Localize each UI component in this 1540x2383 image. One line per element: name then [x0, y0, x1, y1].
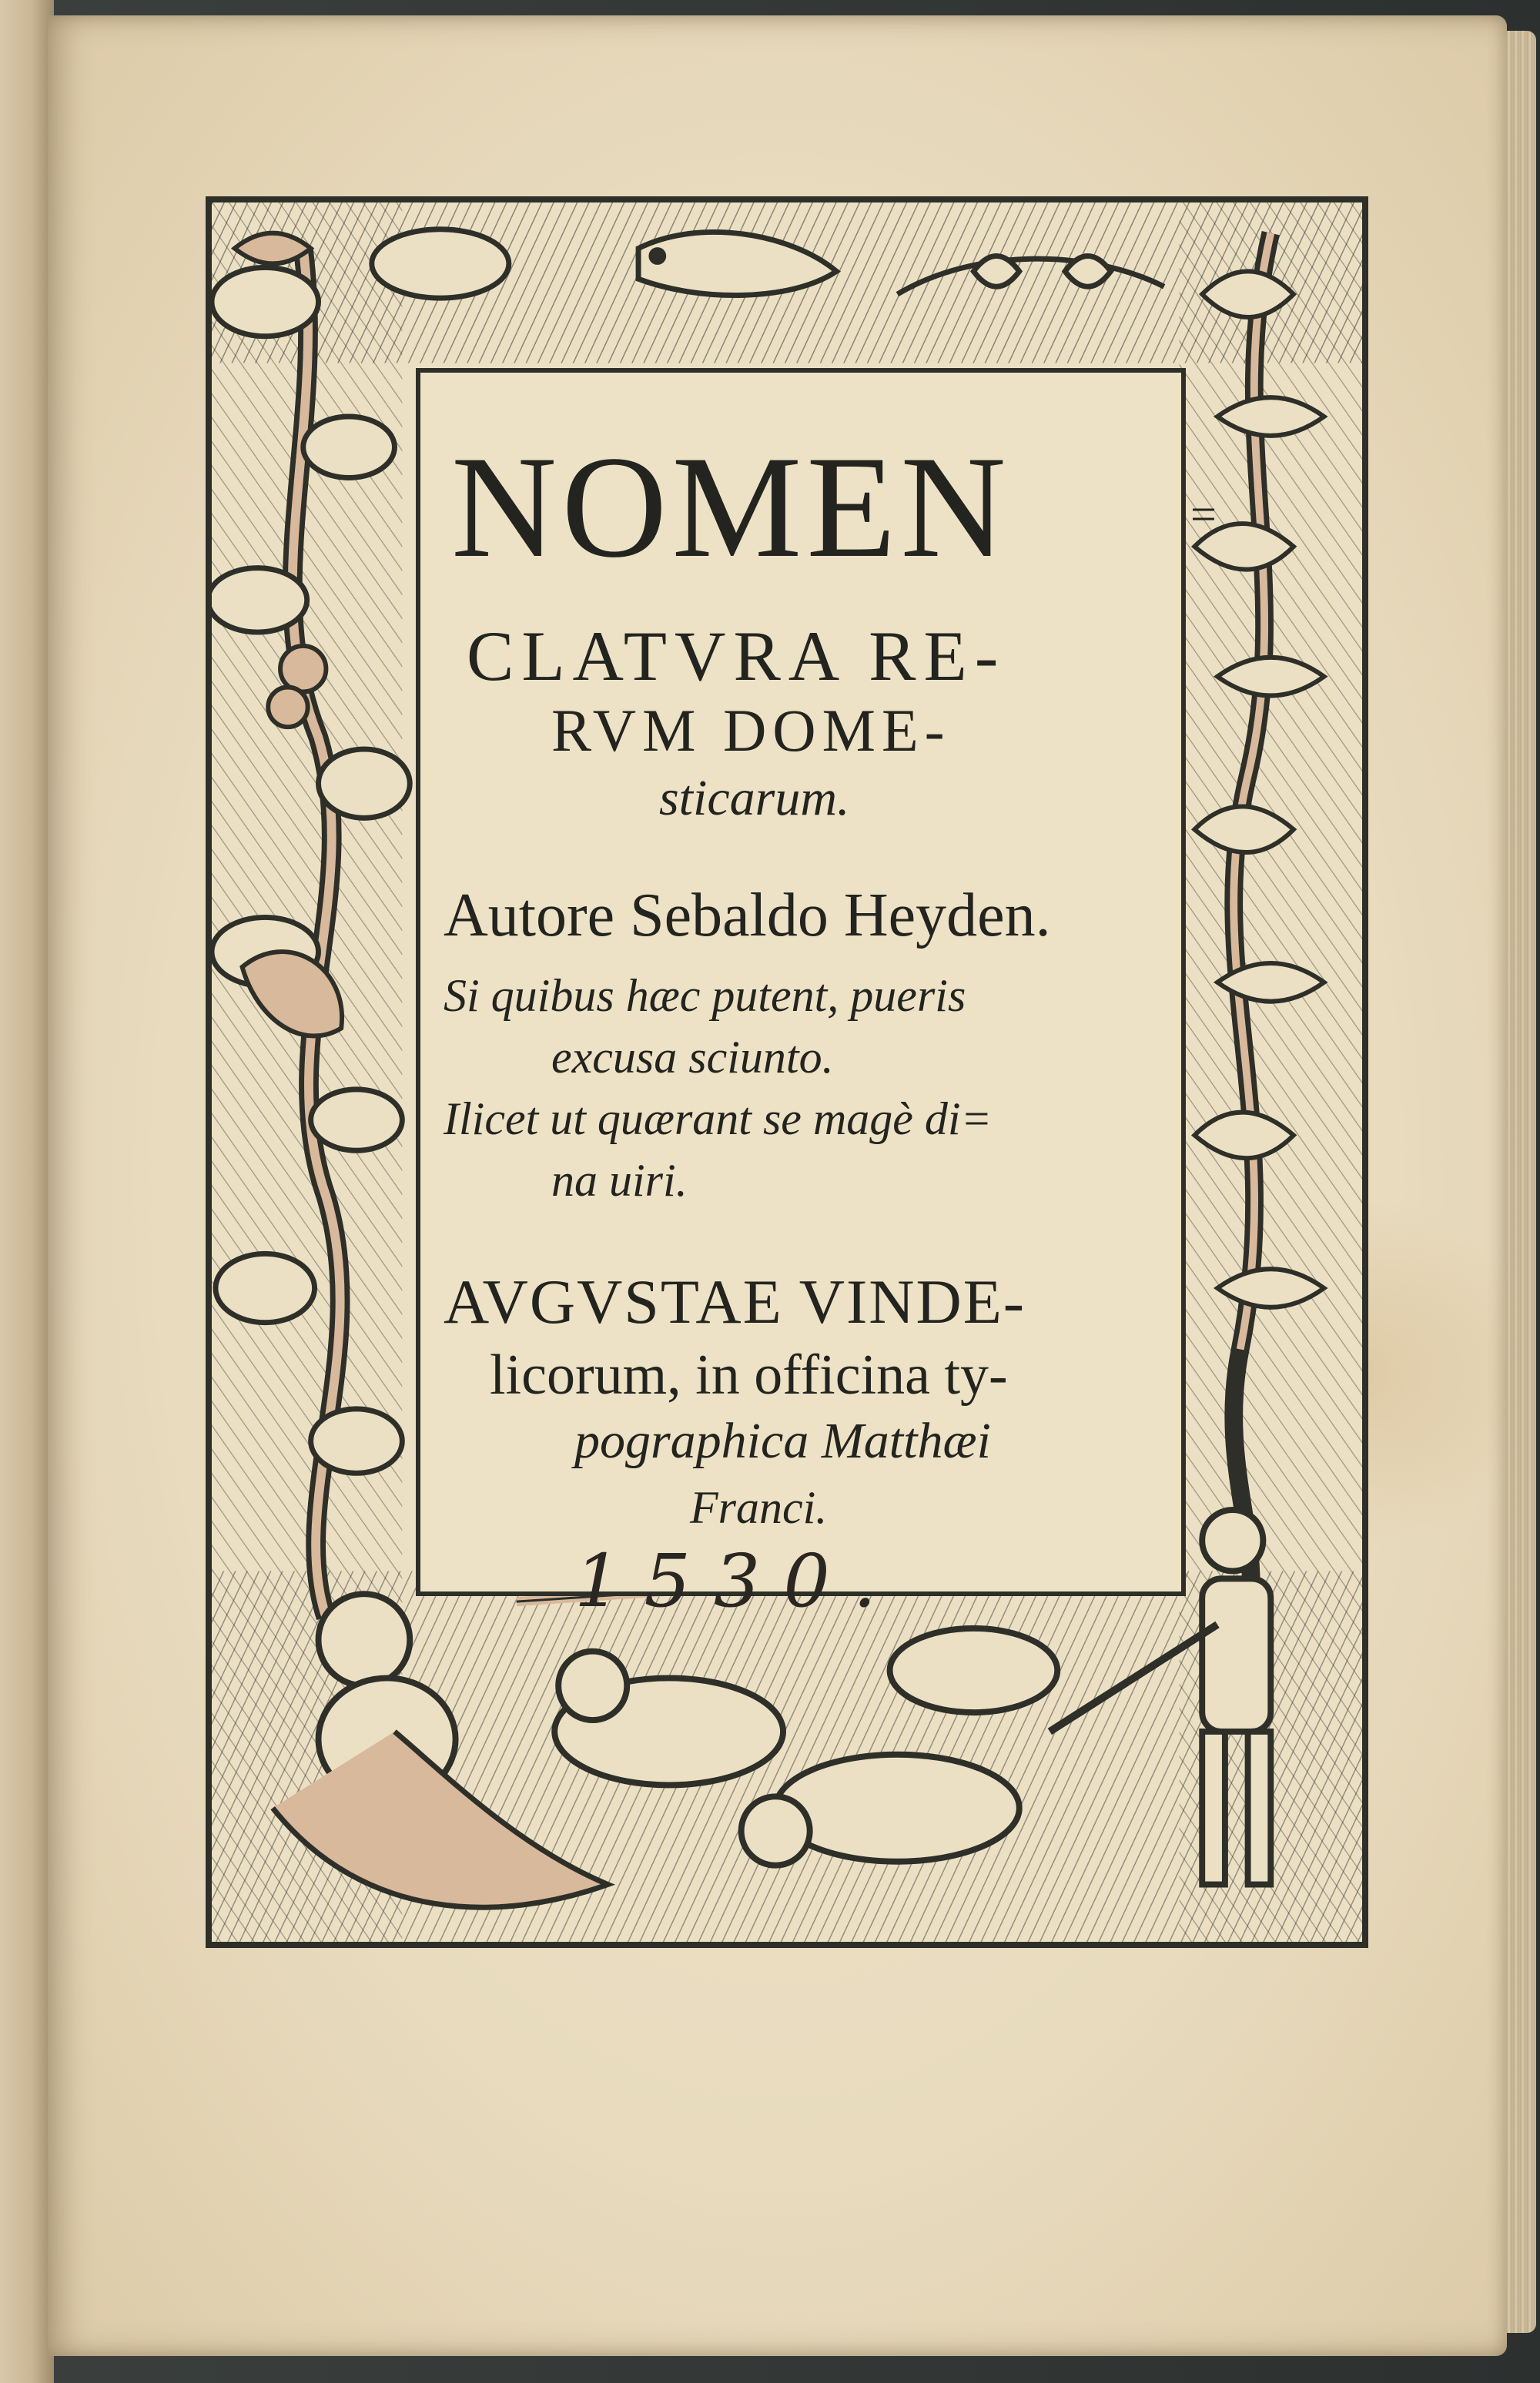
woodcut-border — [206, 196, 1368, 1948]
handwritten-year: 1530. — [574, 1539, 899, 1624]
verse-line-3: Ilicet ut quærant se magè di= — [444, 1093, 993, 1144]
title-line-2: CLATVRA RE- — [467, 617, 1006, 695]
verse-line-4: na uiri. — [551, 1155, 688, 1206]
imprint-line-1: AVGVSTAE VINDE- — [444, 1267, 1026, 1337]
verse-line-2: excusa sciunto. — [551, 1032, 834, 1083]
title-line-3: RVM DOME- — [551, 697, 951, 764]
book-spine — [0, 0, 54, 2383]
imprint-line-3: pographica Matthæi — [574, 1413, 991, 1469]
title-hyphen: = — [1190, 489, 1217, 540]
verse-line-1: Si quibus hæc putent, pueris — [444, 970, 966, 1021]
title-line-1: NOMEN — [451, 427, 1011, 588]
title-page — [48, 15, 1507, 2356]
imprint-line-2: licorum, in officina ty- — [490, 1344, 1008, 1407]
imprint-line-4: Franci. — [690, 1482, 828, 1533]
title-line-4: sticarum. — [659, 770, 850, 826]
author-line: Autore Sebaldo Heyden. — [444, 882, 1051, 949]
title-text-panel — [416, 368, 1217, 1624]
